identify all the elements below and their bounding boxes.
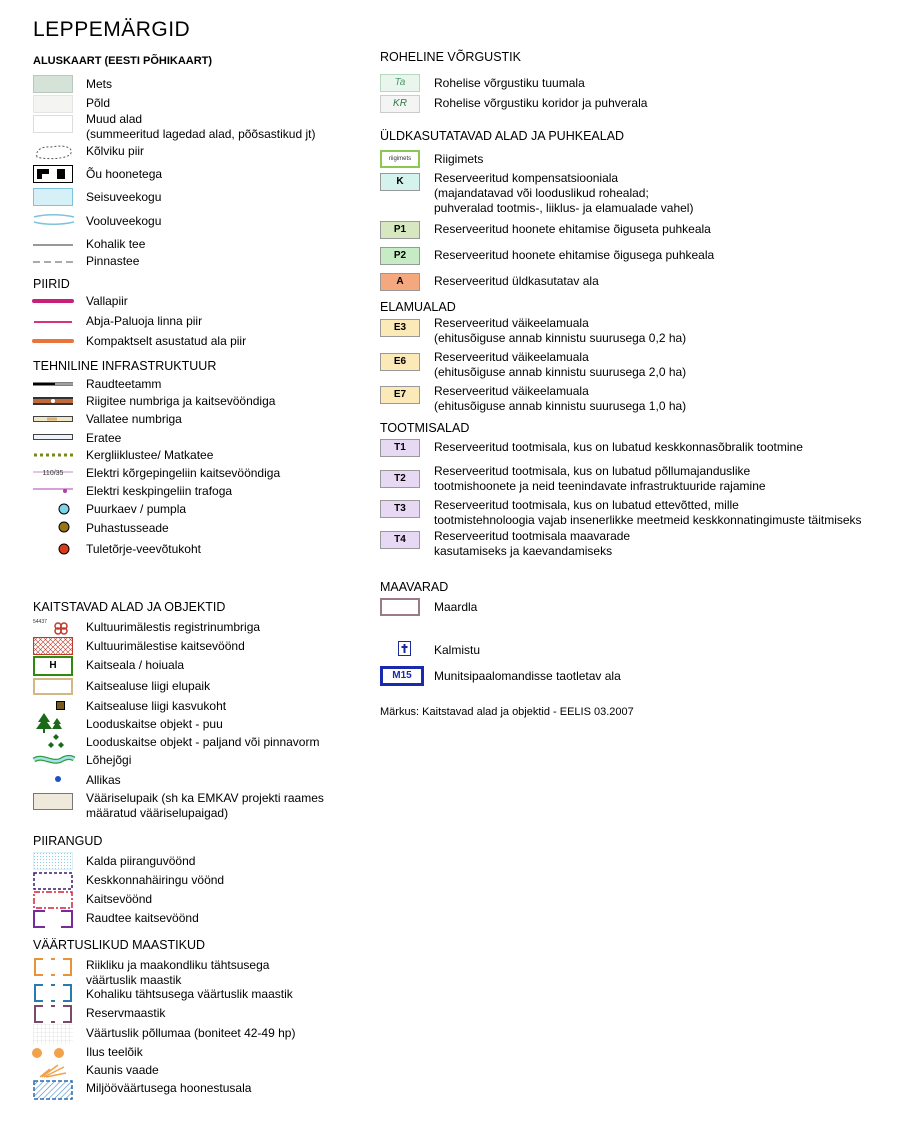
label-p2: Reserveeritud hoonete ehitamise õigusega puhkeala — [434, 248, 715, 262]
label-riiklik-maastik-2: väärtuslik maastik — [86, 973, 182, 987]
label-elektri-ks: Elektri keskpingeliin trafoga — [86, 484, 233, 498]
label-muud: Muud alad — [86, 112, 143, 126]
label-lohejogi: Lõhejõgi — [86, 753, 132, 767]
section-maavarad: MAAVARAD — [380, 580, 449, 594]
allikas-icon — [54, 775, 64, 785]
t4-swatch: T4 — [380, 531, 420, 549]
label-tuletorje: Tuletõrje-veevõtukoht — [86, 542, 201, 556]
tree-icon — [35, 712, 65, 734]
elektri-ks-symbol — [33, 485, 75, 495]
puhastusseade-icon — [58, 521, 72, 535]
pold-swatch — [33, 95, 73, 113]
kohalik-maastik-symbol — [33, 983, 73, 1003]
label-vallapiir: Vallapiir — [86, 294, 128, 308]
label-kalda: Kalda piiranguvöönd — [86, 854, 196, 868]
pollumaa-symbol — [33, 1024, 73, 1044]
ilus-teeloik-icon — [30, 1046, 70, 1060]
section-vaartuslikud: VÄÄRTUSLIKUD MAASTIKUD — [33, 938, 206, 952]
label-puhastusseade: Puhastusseade — [86, 521, 169, 535]
label-t4-desc: kasutamiseks ja kaevandamiseks — [434, 544, 613, 558]
kaunis-vaade-icon — [36, 1059, 76, 1079]
markus-note: Märkus: Kaitstavad alad ja objektid - EELIS 03.2007 — [380, 706, 634, 718]
koridor-swatch: KR — [380, 95, 420, 113]
riigimets-swatch: riigimets — [380, 150, 420, 168]
label-linnapiir: Abja-Paluoja linna piir — [86, 314, 203, 328]
section-yldkasutatavad: ÜLDKASUTATAVAD ALAD JA PUHKEALAD — [380, 129, 625, 143]
t2-swatch: T2 — [380, 470, 420, 488]
label-e6: Reserveeritud väikeelamuala — [434, 350, 589, 364]
label-kultuurimalestis: Kultuurimälestis registrinumbriga — [86, 620, 261, 634]
label-e3-desc: (ehitusõiguse annab kinnistu suurusega 0,2 ha) — [434, 331, 687, 345]
label-raudtee: Raudteetamm — [86, 377, 162, 391]
label-seisuvee: Seisuveekogu — [86, 190, 162, 204]
kultuurimalestis-symbol — [33, 617, 73, 635]
e7-swatch: E7 — [380, 386, 420, 404]
p2-swatch: P2 — [380, 247, 420, 265]
section-kaitstavad: KAITSTAVAD ALAD JA OBJEKTID — [33, 600, 226, 614]
kasvukoht-swatch — [56, 701, 65, 710]
kergliiklus-symbol — [33, 452, 75, 458]
label-vaariselupaik: Vääriselupaik (sh ka EMKAV projekti raames — [86, 791, 324, 805]
label-kergliiklus: Kergliiklustee/ Matkatee — [86, 448, 214, 462]
raudtee-symbol — [33, 381, 75, 387]
label-kaunis-vaade: Kaunis vaade — [86, 1063, 159, 1077]
label-elektri-kv: Elektri kõrgepingeliin kaitsevööndiga — [86, 466, 281, 480]
label-e3: Reserveeritud väikeelamuala — [434, 316, 589, 330]
vallatee-symbol — [33, 416, 75, 422]
elupaik-swatch — [33, 678, 73, 695]
label-t1: Reserveeritud tootmisala, kus on lubatud keskkonnasõbralik tootmine — [434, 440, 803, 454]
label-ilus-teeloik: Ilus teelõik — [86, 1045, 143, 1059]
label-miljoo: Miljööväärtusega hoonestusala — [86, 1081, 252, 1095]
kaitsevoond-symbol — [33, 891, 73, 909]
label-riigitee: Riigitee numbriga ja kaitsevööndiga — [86, 394, 276, 408]
section-elamualad: ELAMUALAD — [380, 300, 456, 314]
label-k-desc1: (majandatavad või looduslikud rohealad; — [434, 186, 649, 200]
label-raudtee-kaitsevoond: Raudtee kaitsevöönd — [86, 911, 199, 925]
label-maardla: Maardla — [434, 600, 478, 614]
e3-swatch: E3 — [380, 319, 420, 337]
section-piirid: PIIRID — [33, 277, 70, 291]
label-vooluvee: Vooluveekogu — [86, 214, 162, 228]
section-aluskaart: ALUSKAART (EESTI PÕHIKAART) — [33, 55, 213, 67]
label-vallatee: Vallatee numbriga — [86, 412, 182, 426]
label-kaitseala: Kaitseala / hoiuala — [86, 658, 185, 672]
label-tuumala: Rohelise võrgustiku tuumala — [434, 76, 585, 90]
m15-swatch: M15 — [380, 666, 424, 686]
keskkonna-symbol — [33, 872, 73, 890]
e6-swatch: E6 — [380, 353, 420, 371]
label-puu: Looduskaitse objekt - puu — [86, 717, 223, 731]
section-roheline: ROHELINE VÕRGUSTIK — [380, 50, 521, 64]
label-e7: Reserveeritud väikeelamuala — [434, 384, 589, 398]
maardla-swatch — [380, 598, 420, 616]
riiklik-maastik-symbol — [33, 957, 73, 977]
label-kaitsevoond: Kaitsevöönd — [86, 892, 153, 906]
label-pollumaa: Väärtuslik põllumaa (boniteet 42-49 hp) — [86, 1026, 296, 1040]
kohalik-tee-symbol — [33, 243, 75, 247]
seisuvee-swatch — [33, 188, 73, 206]
label-e7-desc: (ehitusõiguse annab kinnistu suurusega 1,0 ha) — [434, 399, 687, 413]
label-kolvik: Kõlviku piir — [86, 144, 145, 158]
label-t4: Reserveeritud tootmisala maavarade — [434, 529, 631, 543]
eratee-symbol — [33, 434, 75, 440]
label-keskkonna: Keskkonnahäiringu vöönd — [86, 873, 225, 887]
elektri-kv-symbol — [33, 466, 75, 478]
raudtee-kaitsevoond-symbol — [33, 910, 73, 928]
vaariselupaik-swatch — [33, 793, 73, 810]
tuletorje-icon — [58, 543, 72, 557]
vallapiir-symbol — [33, 298, 75, 304]
label-k: Reserveeritud kompensatsiooniala — [434, 171, 619, 185]
label-elupaik: Kaitsealuse liigi elupaik — [86, 679, 211, 693]
riigitee-symbol — [33, 396, 75, 406]
tuumala-swatch: Ta — [380, 74, 420, 92]
a-swatch: A — [380, 273, 420, 291]
label-pold: Põld — [86, 96, 111, 110]
label-muud-desc: (summeeritud lagedad alad, põõsastikud jt) — [86, 127, 316, 141]
label-vaariselupaik-desc: määratud vääriselupaigad) — [86, 806, 229, 820]
k-swatch: K — [380, 173, 420, 191]
malestise-kaitsevoond-symbol — [33, 637, 73, 655]
ou-symbol — [33, 165, 73, 183]
kultuurimalestis-number: 54437 — [33, 619, 47, 625]
label-koridor: Rohelise võrgustiku koridor ja puhverala — [434, 96, 648, 110]
p1-swatch: P1 — [380, 221, 420, 239]
muud-swatch — [33, 115, 73, 133]
label-allikas: Allikas — [86, 773, 121, 787]
label-malestise-kaitsevoond: Kultuurimälestise kaitsevöönd — [86, 639, 245, 653]
label-m15: Munitsipaalomandisse taotletav ala — [434, 669, 621, 683]
kolvik-symbol — [33, 143, 75, 161]
kompakt-symbol — [33, 338, 75, 344]
label-mets: Mets — [86, 77, 113, 91]
miljoo-symbol — [33, 1080, 73, 1100]
label-kohalik-tee: Kohalik tee — [86, 237, 146, 251]
label-kalmistu: Kalmistu — [434, 643, 481, 657]
label-paljand: Looduskaitse objekt - paljand või pinnavorm — [86, 735, 320, 749]
label-t3-desc: tootmistehnoloogia vajab insenerlikke meetmeid keskkonnatingimuste täitmiseks — [434, 513, 862, 527]
kalda-symbol — [33, 852, 73, 870]
section-tootmisalad: TOOTMISALAD — [380, 421, 470, 435]
reservmaastik-symbol — [33, 1004, 73, 1024]
lohejogi-symbol — [33, 753, 75, 767]
label-a: Reserveeritud üldkasutatav ala — [434, 274, 599, 288]
linnapiir-symbol — [33, 319, 75, 325]
label-puurkaev: Puurkaev / pumpla — [86, 502, 187, 516]
label-t2-desc: tootmishoonete ja neid teenindavate infrastruktuuride rajamine — [434, 479, 766, 493]
section-piirangud: PIIRANGUD — [33, 834, 103, 848]
paljand-icon — [46, 733, 70, 753]
label-k-desc2: puhveralad tootmis-, liiklus- ja elamualade vahel) — [434, 201, 694, 215]
label-eratee: Eratee — [86, 431, 122, 445]
label-e6-desc: (ehitusõiguse annab kinnistu suurusega 2,0 ha) — [434, 365, 687, 379]
label-ou: Õu hoonetega — [86, 167, 163, 181]
label-pinnastee: Pinnastee — [86, 254, 140, 268]
label-kohalik-maastik: Kohaliku tähtsusega väärtuslik maastik — [86, 987, 293, 1001]
kaitseala-swatch: H — [33, 656, 73, 676]
mets-swatch — [33, 75, 73, 93]
cross-icon — [398, 641, 412, 657]
label-t2: Reserveeritud tootmisala, kus on lubatud põllumajanduslike — [434, 464, 751, 478]
label-kompakt: Kompaktselt asustatud ala piir — [86, 334, 247, 348]
section-tehniline: TEHNILINE INFRASTRUKTUUR — [33, 359, 217, 373]
label-reservmaastik: Reservmaastik — [86, 1006, 166, 1020]
label-kasvukoht: Kaitsealuse liigi kasvukoht — [86, 699, 227, 713]
label-riiklik-maastik: Riikliku ja maakondliku tähtsusega — [86, 958, 270, 972]
puurkaev-icon — [58, 503, 72, 517]
label-p1: Reserveeritud hoonete ehitamise õiguseta puhkeala — [434, 222, 711, 236]
t1-swatch: T1 — [380, 439, 420, 457]
vooluvee-symbol — [33, 213, 75, 227]
label-t3: Reserveeritud tootmisala, kus on lubatud ettevõtted, mille — [434, 498, 739, 512]
pinnastee-symbol — [33, 260, 75, 264]
legend-title: LEPPEMÄRGID — [33, 18, 191, 41]
t3-swatch: T3 — [380, 500, 420, 518]
label-riigimets: Riigimets — [434, 152, 484, 166]
elektri-kv-number: 110/35 — [42, 470, 64, 477]
